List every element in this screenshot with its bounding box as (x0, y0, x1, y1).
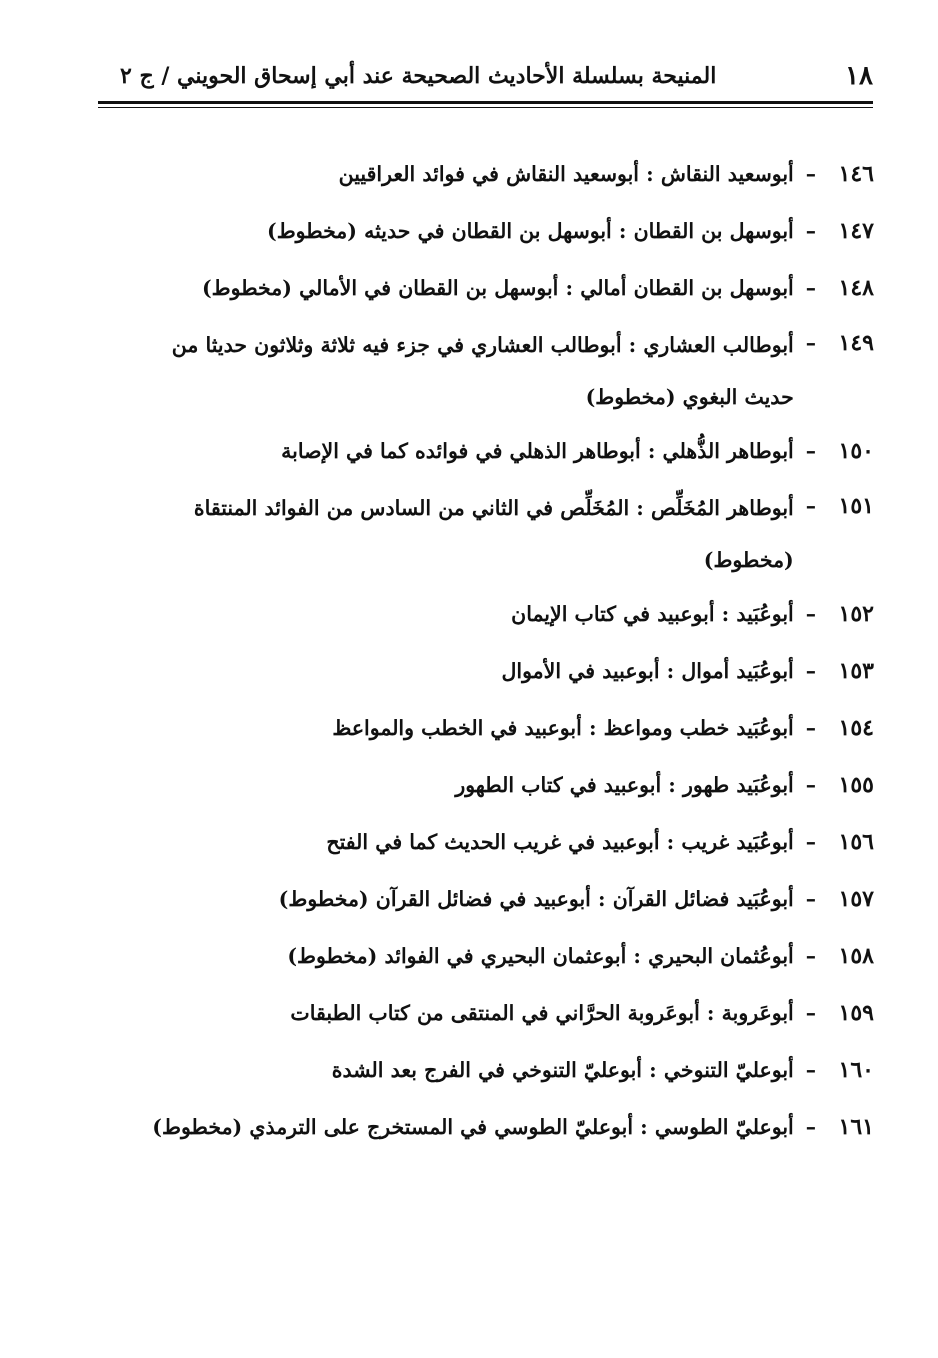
header-rule-thick (98, 101, 873, 104)
entry-text (104, 146, 794, 203)
entry-text-line: أبوسهل بن القطان أمالي : أبوسهل بن القطان في الأمالي (مخطوط) (201, 276, 794, 300)
running-title: المنيحة بسلسلة الأحاديث الصحيحة عند أبي إسحاق الحويني / ج ٢ (120, 63, 717, 89)
entry-text (104, 260, 794, 317)
entry-number: ١٤٨ (838, 275, 874, 301)
entry-number: ١٤٩ (838, 330, 874, 356)
entry-dash: – (805, 773, 816, 797)
entry-text (104, 423, 794, 480)
entry-number: ١٥٤ (838, 715, 874, 741)
entry-number: ١٥٩ (838, 1000, 874, 1026)
entry-text-line: أبوعُبَيد أموال : أبوعبيد في الأموال (501, 659, 794, 683)
entry-text (104, 814, 794, 871)
entry-dash: – (805, 276, 816, 300)
entry-number: ١٥٨ (838, 943, 874, 969)
entry-text-line: أبوعُبَيد : أبوعبيد في كتاب الإيمان (511, 602, 794, 626)
entry-text (104, 586, 794, 643)
entry-dash: – (805, 439, 816, 463)
list-item (104, 146, 874, 203)
entry-number: ١٥١ (838, 493, 874, 519)
entry-text-line: أبوسعيد النقاش : أبوسعيد النقاش في فوائد العراقيين (338, 162, 794, 186)
entry-number: ١٥٢ (838, 601, 874, 627)
entry-number: ١٤٧ (838, 218, 874, 244)
entry-number: ١٦٠ (838, 1057, 874, 1083)
entry-text-continuation: (مخطوط) (703, 548, 794, 572)
list-item (104, 1099, 874, 1156)
page-number: ١٨ (845, 61, 873, 91)
list-item (104, 423, 874, 480)
entry-text (104, 203, 794, 260)
entry-dash: – (805, 1001, 816, 1025)
entry-number: ١٦١ (838, 1114, 874, 1140)
entry-text (104, 317, 794, 423)
entry-text-line: أبوطاهر الذُّهلي : أبوطاهر الذهلي في فوائده كما في الإصابة (281, 439, 794, 463)
list-item (104, 317, 874, 423)
header-rule-thin (98, 107, 873, 108)
entry-text-line: أبوعليّ الطوسي : أبوعليّ الطوسي في المستخرج على الترمذي (مخطوط) (152, 1115, 794, 1139)
list-item (104, 871, 874, 928)
entry-number: ١٥٥ (838, 772, 874, 798)
entry-number: ١٥٦ (838, 829, 874, 855)
entry-text (104, 928, 794, 985)
entry-text (104, 871, 794, 928)
entry-text-line: أبوعليّ التنوخي : أبوعليّ التنوخي في الفرج بعد الشدة (331, 1058, 794, 1082)
entry-number: ١٥٧ (838, 886, 874, 912)
entry-dash: – (805, 659, 816, 683)
entry-dash: – (805, 331, 816, 355)
entry-text-line: أبوعُبَيد خطب ومواعظ : أبوعبيد في الخطب والمواعظ (332, 716, 794, 740)
list-item (104, 928, 874, 985)
entry-text-line: أبوعَروبة : أبوعَروبة الحرَّاني في المنتقى من كتاب الطبقات (290, 1001, 794, 1025)
entry-dash: – (805, 1058, 816, 1082)
entry-dash: – (805, 830, 816, 854)
entry-number: ١٤٦ (838, 161, 874, 187)
page-header (98, 58, 873, 98)
entry-dash: – (805, 887, 816, 911)
list-item (104, 757, 874, 814)
entry-dash: – (805, 716, 816, 740)
entry-dash: – (805, 219, 816, 243)
entry-text-line: أبوعُبَيد طهور : أبوعبيد في كتاب الطهور (455, 773, 794, 797)
list-item (104, 643, 874, 700)
list-item (104, 203, 874, 260)
entry-text (104, 1099, 794, 1156)
entry-dash: – (805, 602, 816, 626)
list-item (104, 985, 874, 1042)
entry-text-line: أبوعُبَيد فضائل القرآن : أبوعبيد في فضائل القرآن (مخطوط) (278, 887, 794, 911)
entry-text (104, 985, 794, 1042)
entry-number: ١٥٠ (838, 438, 874, 464)
entry-text (104, 700, 794, 757)
entry-text (104, 757, 794, 814)
list-item (104, 1042, 874, 1099)
entry-number: ١٥٣ (838, 658, 874, 684)
list-item (104, 480, 874, 586)
entry-text-line: أبوطاهر المُخَلِّص : المُخَلِّص في الثاني من السادس من الفوائد المنتقاة (193, 496, 794, 520)
entry-text (104, 1042, 794, 1099)
entry-text-line: أبوطالب العشاري : أبوطالب العشاري في جزء فيه ثلاثة وثلاثون حديثا من (171, 333, 794, 357)
abbreviation-list (104, 146, 874, 1156)
entry-text (104, 643, 794, 700)
list-item (104, 260, 874, 317)
entry-text-continuation: حديث البغوي (مخطوط) (585, 385, 794, 409)
entry-dash: – (805, 494, 816, 518)
list-item (104, 586, 874, 643)
entry-text-line: أبوعُثمان البحيري : أبوعثمان البحيري في الفوائد (مخطوط) (287, 944, 794, 968)
entry-dash: – (805, 162, 816, 186)
entry-dash: – (805, 1115, 816, 1139)
list-item (104, 814, 874, 871)
entry-dash: – (805, 944, 816, 968)
entry-text (104, 480, 794, 586)
list-item (104, 700, 874, 757)
entry-text-line: أبوسهل بن القطان : أبوسهل بن القطان في حديثه (مخطوط) (267, 219, 794, 243)
entry-text-line: أبوعُبَيد غريب : أبوعبيد في غريب الحديث كما في الفتح (326, 830, 794, 854)
